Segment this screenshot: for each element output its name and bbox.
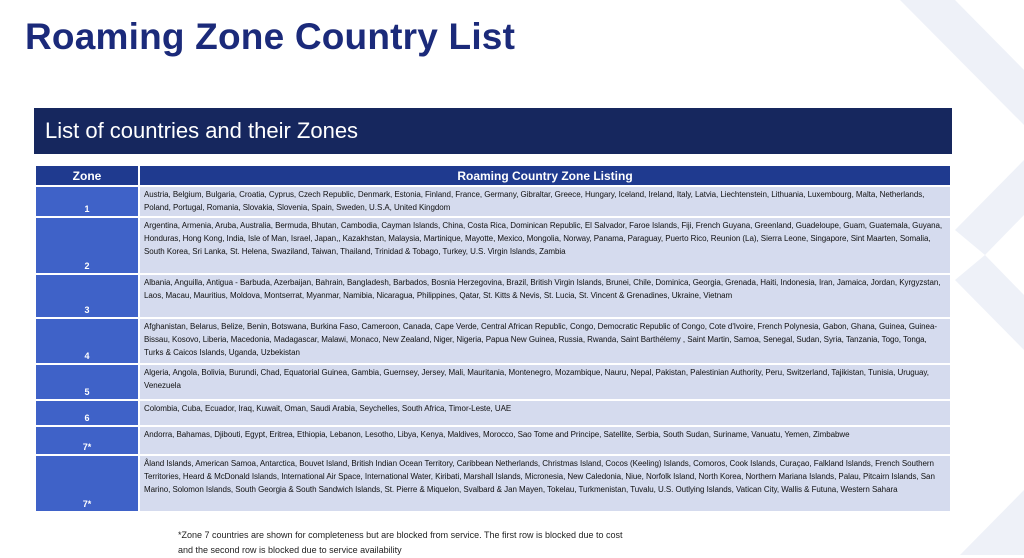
zone-number: 7* xyxy=(36,427,138,454)
zone-number: 2 xyxy=(36,218,138,273)
zone-table xyxy=(34,164,952,513)
footnote xyxy=(178,528,778,558)
country-list: Austria, Belgium, Bulgaria, Croatia, Cyprus, Czech Republic, Denmark, Estonia, Finland, France, Germany, Gibraltar, Greece, Hungary, Iceland, Ireland, Italy, Latvia, Liechtenstein, Lithuania, Luxembourg, Malta, Netherlands, Poland, Portugal, Romania, Slovakia, Slovenia, Spain, Sweden, U.S.A, United Kingdom xyxy=(140,187,950,216)
page-title: Roaming Zone Country List xyxy=(25,16,516,57)
footnote-line-2: and the second row is blocked due to service availability xyxy=(178,545,402,555)
section-banner xyxy=(34,108,952,154)
table-row xyxy=(36,456,950,511)
table-row xyxy=(36,401,950,425)
zone-number: 1 xyxy=(36,187,138,216)
country-list: Afghanistan, Belarus, Belize, Benin, Botswana, Burkina Faso, Cameroon, Canada, Cape Verde, Central African Republic, Congo, Democratic Republic of Congo, Cote d'Ivoire, French Polynesia, Gabon, Ghana, Guinea, Guinea-Bissau, Kosovo, Liberia, Macedonia, Madagascar, Malawi, Monaco, New Zealand, Niger, Nigeria, Papua New Guinea, Russia, Rwanda, Saint Barthélemy , Saint Martin, Samoa, Senegal, Sudan, Syria, Tanzania, Togo, Tonga, Turks & Caicos Islands, Uganda, Uzbekistan xyxy=(140,319,950,363)
table-header-row xyxy=(36,166,950,185)
country-list: Colombia, Cuba, Ecuador, Iraq, Kuwait, Oman, Saudi Arabia, Seychelles, South Africa, Timor-Leste, UAE xyxy=(140,401,950,425)
table-row xyxy=(36,187,950,216)
zone-number: 3 xyxy=(36,275,138,317)
table-row xyxy=(36,319,950,363)
zone-number: 7* xyxy=(36,456,138,511)
zone-column-header: Zone xyxy=(36,166,138,185)
country-list: Albania, Anguilla, Antigua - Barbuda, Azerbaijan, Bahrain, Bangladesh, Barbados, Bosnia Herzegovina, Brazil, British Virgin Islands, Brunei, Chile, Dominica, Georgia, Grenada, Haiti, Indonesia, Iran, Jamaica, Jordan, Kyrgyzstan, Laos, Macau, Mauritius, Moldova, Montserrat, Myanmar, Namibia, Nicaragua, Philippines, Qatar, St. Kitts & Nevis, St. Lucia, St. Vincent & Grenadines, Ukraine, Vietnam xyxy=(140,275,950,317)
country-list: Algeria, Angola, Bolivia, Burundi, Chad, Equatorial Guinea, Gambia, Guernsey, Jersey, Mali, Mauritania, Montenegro, Mozambique, Nauru, Nepal, Pakistan, Palestinian Authority, Peru, Switzerland, Tajikistan, Tunisia, Uruguay, Venezuela xyxy=(140,365,950,399)
country-list: Åland Islands, American Samoa, Antarctica, Bouvet Island, British Indian Ocean Territory, Caribbean Netherlands, Christmas Island, Cocos (Keeling) Islands, Comoros, Cook Islands, Curaçao, Falkland Islands, French Southern Territories, Heard & McDonald Islands, International Air Space, International Water, Kiribati, Marshall Islands, Micronesia, New Caledonia, Niue, Norfolk Island, North Korea, Northern Mariana Islands, Palau, Pitcairn Islands, San Marino, Solomon Islands, South Georgia & South Sandwich Islands, St. Pierre & Miquelon, Svalbard & Jan Mayen, Tokelau, Turkmenistan, Tuvalu, U.S. Outlying Islands, Vatican City, Wallis & Futuna, Western Sahara xyxy=(140,456,950,511)
zone-number: 4 xyxy=(36,319,138,363)
country-list: Argentina, Armenia, Aruba, Australia, Bermuda, Bhutan, Cambodia, Cayman Islands, China, Costa Rica, Dominican Republic, El Salvador, Faroe Islands, Fiji, French Guyana, Greenland, Guadeloupe, Guam, Guatemala, Guyana, Honduras, Hong Kong, India, Isle of Man, Israel, Japan,, Kazakhstan, Malaysia, Martinique, Mayotte, Mexico, Mongolia, Norway, Panama, Paraguay, Puerto Rico, Reunion (La), Sierra Leone, Singapore, Sint Maarten, Somalia, South Korea, Sri Lanka, St. Helena, Swaziland, Taiwan, Thailand, Trinidad & Tobago, Turkey, U.S. Virgin Islands, Zambia xyxy=(140,218,950,273)
table-row xyxy=(36,275,950,317)
table-row xyxy=(36,218,950,273)
country-list: Andorra, Bahamas, Djibouti, Egypt, Eritrea, Ethiopia, Lebanon, Lesotho, Libya, Kenya, Maldives, Morocco, Sao Tome and Principe, Satellite, Serbia, South Sudan, Suriname, Vanuatu, Yemen, Zimbabwe xyxy=(140,427,950,454)
section-banner-label: List of countries and their Zones xyxy=(45,118,359,143)
table-row xyxy=(36,427,950,454)
zone-number: 5 xyxy=(36,365,138,399)
table-row xyxy=(36,365,950,399)
listing-column-header: Roaming Country Zone Listing xyxy=(140,166,950,185)
footnote-line-1: *Zone 7 countries are shown for completeness but are blocked from service. The first row is blocked due to cost xyxy=(178,530,623,540)
zone-number: 6 xyxy=(36,401,138,425)
